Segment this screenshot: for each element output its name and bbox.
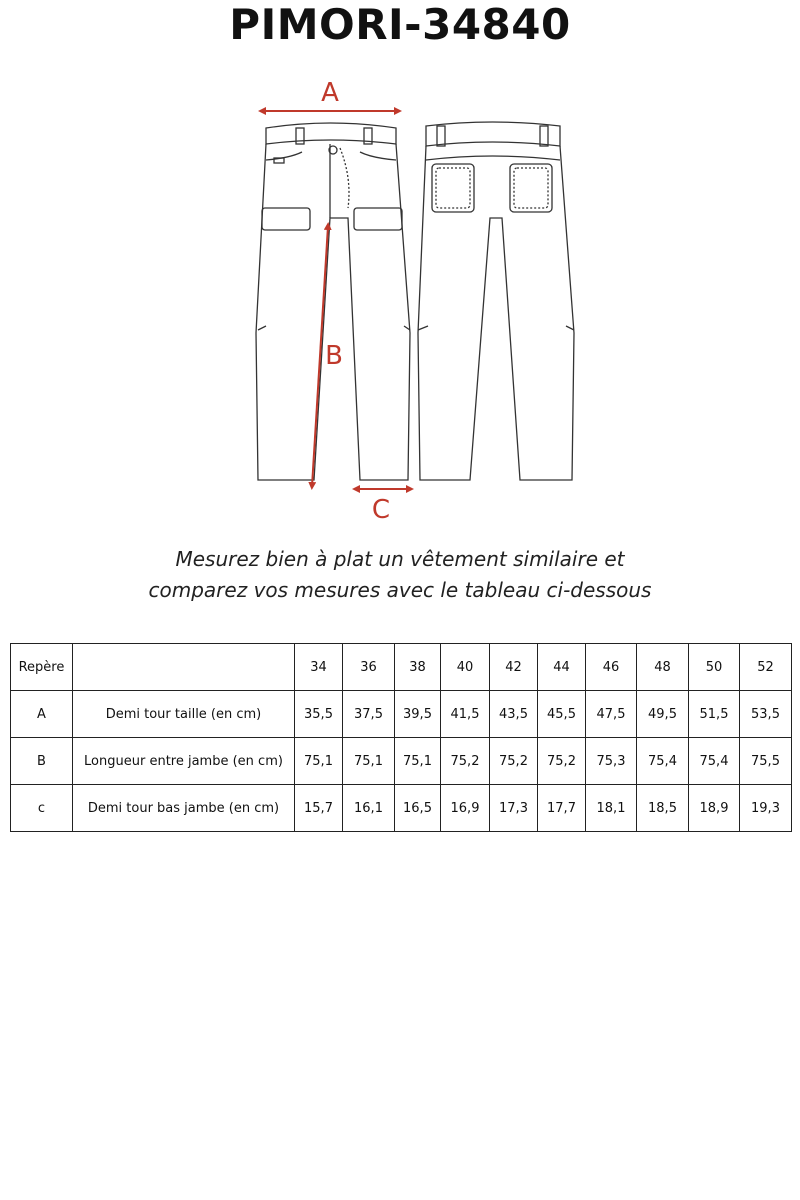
header-ref: Repère bbox=[11, 644, 73, 691]
size-header: 42 bbox=[490, 644, 538, 691]
row-value: 75,1 bbox=[295, 738, 343, 785]
row-value: 43,5 bbox=[490, 691, 538, 738]
page-title: PIMORI-34840 bbox=[229, 0, 571, 49]
row-value: 37,5 bbox=[343, 691, 395, 738]
row-label: Demi tour bas jambe (en cm) bbox=[73, 785, 295, 832]
row-value: 75,4 bbox=[689, 738, 740, 785]
row-value: 17,7 bbox=[538, 785, 586, 832]
row-value: 18,9 bbox=[689, 785, 740, 832]
row-value: 53,5 bbox=[740, 691, 792, 738]
row-value: 39,5 bbox=[395, 691, 441, 738]
row-value: 75,2 bbox=[441, 738, 490, 785]
instructions bbox=[0, 544, 800, 606]
size-header: 48 bbox=[637, 644, 689, 691]
row-value: 16,5 bbox=[395, 785, 441, 832]
marker-c: C bbox=[371, 495, 391, 525]
size-header: 40 bbox=[441, 644, 490, 691]
table-row bbox=[11, 738, 792, 785]
row-value: 75,4 bbox=[637, 738, 689, 785]
row-value: 41,5 bbox=[441, 691, 490, 738]
row-value: 49,5 bbox=[637, 691, 689, 738]
table-row bbox=[11, 785, 792, 832]
size-header: 52 bbox=[740, 644, 792, 691]
row-value: 18,5 bbox=[637, 785, 689, 832]
table-row bbox=[11, 691, 792, 738]
header-label bbox=[73, 644, 295, 691]
row-value: 45,5 bbox=[538, 691, 586, 738]
size-header: 38 bbox=[395, 644, 441, 691]
pants-diagram bbox=[0, 68, 800, 528]
size-header: 44 bbox=[538, 644, 586, 691]
row-value: 75,1 bbox=[395, 738, 441, 785]
instructions-line-1: Mesurez bien à plat un vêtement similaire et bbox=[175, 547, 625, 571]
row-label: Demi tour taille (en cm) bbox=[73, 691, 295, 738]
marker-a: A bbox=[321, 78, 339, 108]
row-value: 75,5 bbox=[740, 738, 792, 785]
instructions-line-2: comparez vos mesures avec le tableau ci-dessous bbox=[148, 578, 652, 602]
row-value: 47,5 bbox=[586, 691, 637, 738]
row-value: 75,3 bbox=[586, 738, 637, 785]
row-value: 15,7 bbox=[295, 785, 343, 832]
row-value: 16,9 bbox=[441, 785, 490, 832]
pants-back-drawing bbox=[418, 122, 574, 480]
row-value: 75,2 bbox=[538, 738, 586, 785]
row-value: 17,3 bbox=[490, 785, 538, 832]
row-label: Longueur entre jambe (en cm) bbox=[73, 738, 295, 785]
pants-front-drawing bbox=[256, 123, 410, 480]
row-value: 18,1 bbox=[586, 785, 637, 832]
size-header: 34 bbox=[295, 644, 343, 691]
row-value: 35,5 bbox=[295, 691, 343, 738]
size-table bbox=[10, 643, 792, 832]
row-value: 51,5 bbox=[689, 691, 740, 738]
row-value: 75,1 bbox=[343, 738, 395, 785]
row-value: 16,1 bbox=[343, 785, 395, 832]
row-ref: c bbox=[11, 785, 73, 832]
row-ref: B bbox=[11, 738, 73, 785]
size-header: 46 bbox=[586, 644, 637, 691]
row-value: 19,3 bbox=[740, 785, 792, 832]
marker-b: B bbox=[325, 341, 343, 371]
size-header: 36 bbox=[343, 644, 395, 691]
row-value: 75,2 bbox=[490, 738, 538, 785]
table-header-row bbox=[11, 644, 792, 691]
size-header: 50 bbox=[689, 644, 740, 691]
row-ref: A bbox=[11, 691, 73, 738]
